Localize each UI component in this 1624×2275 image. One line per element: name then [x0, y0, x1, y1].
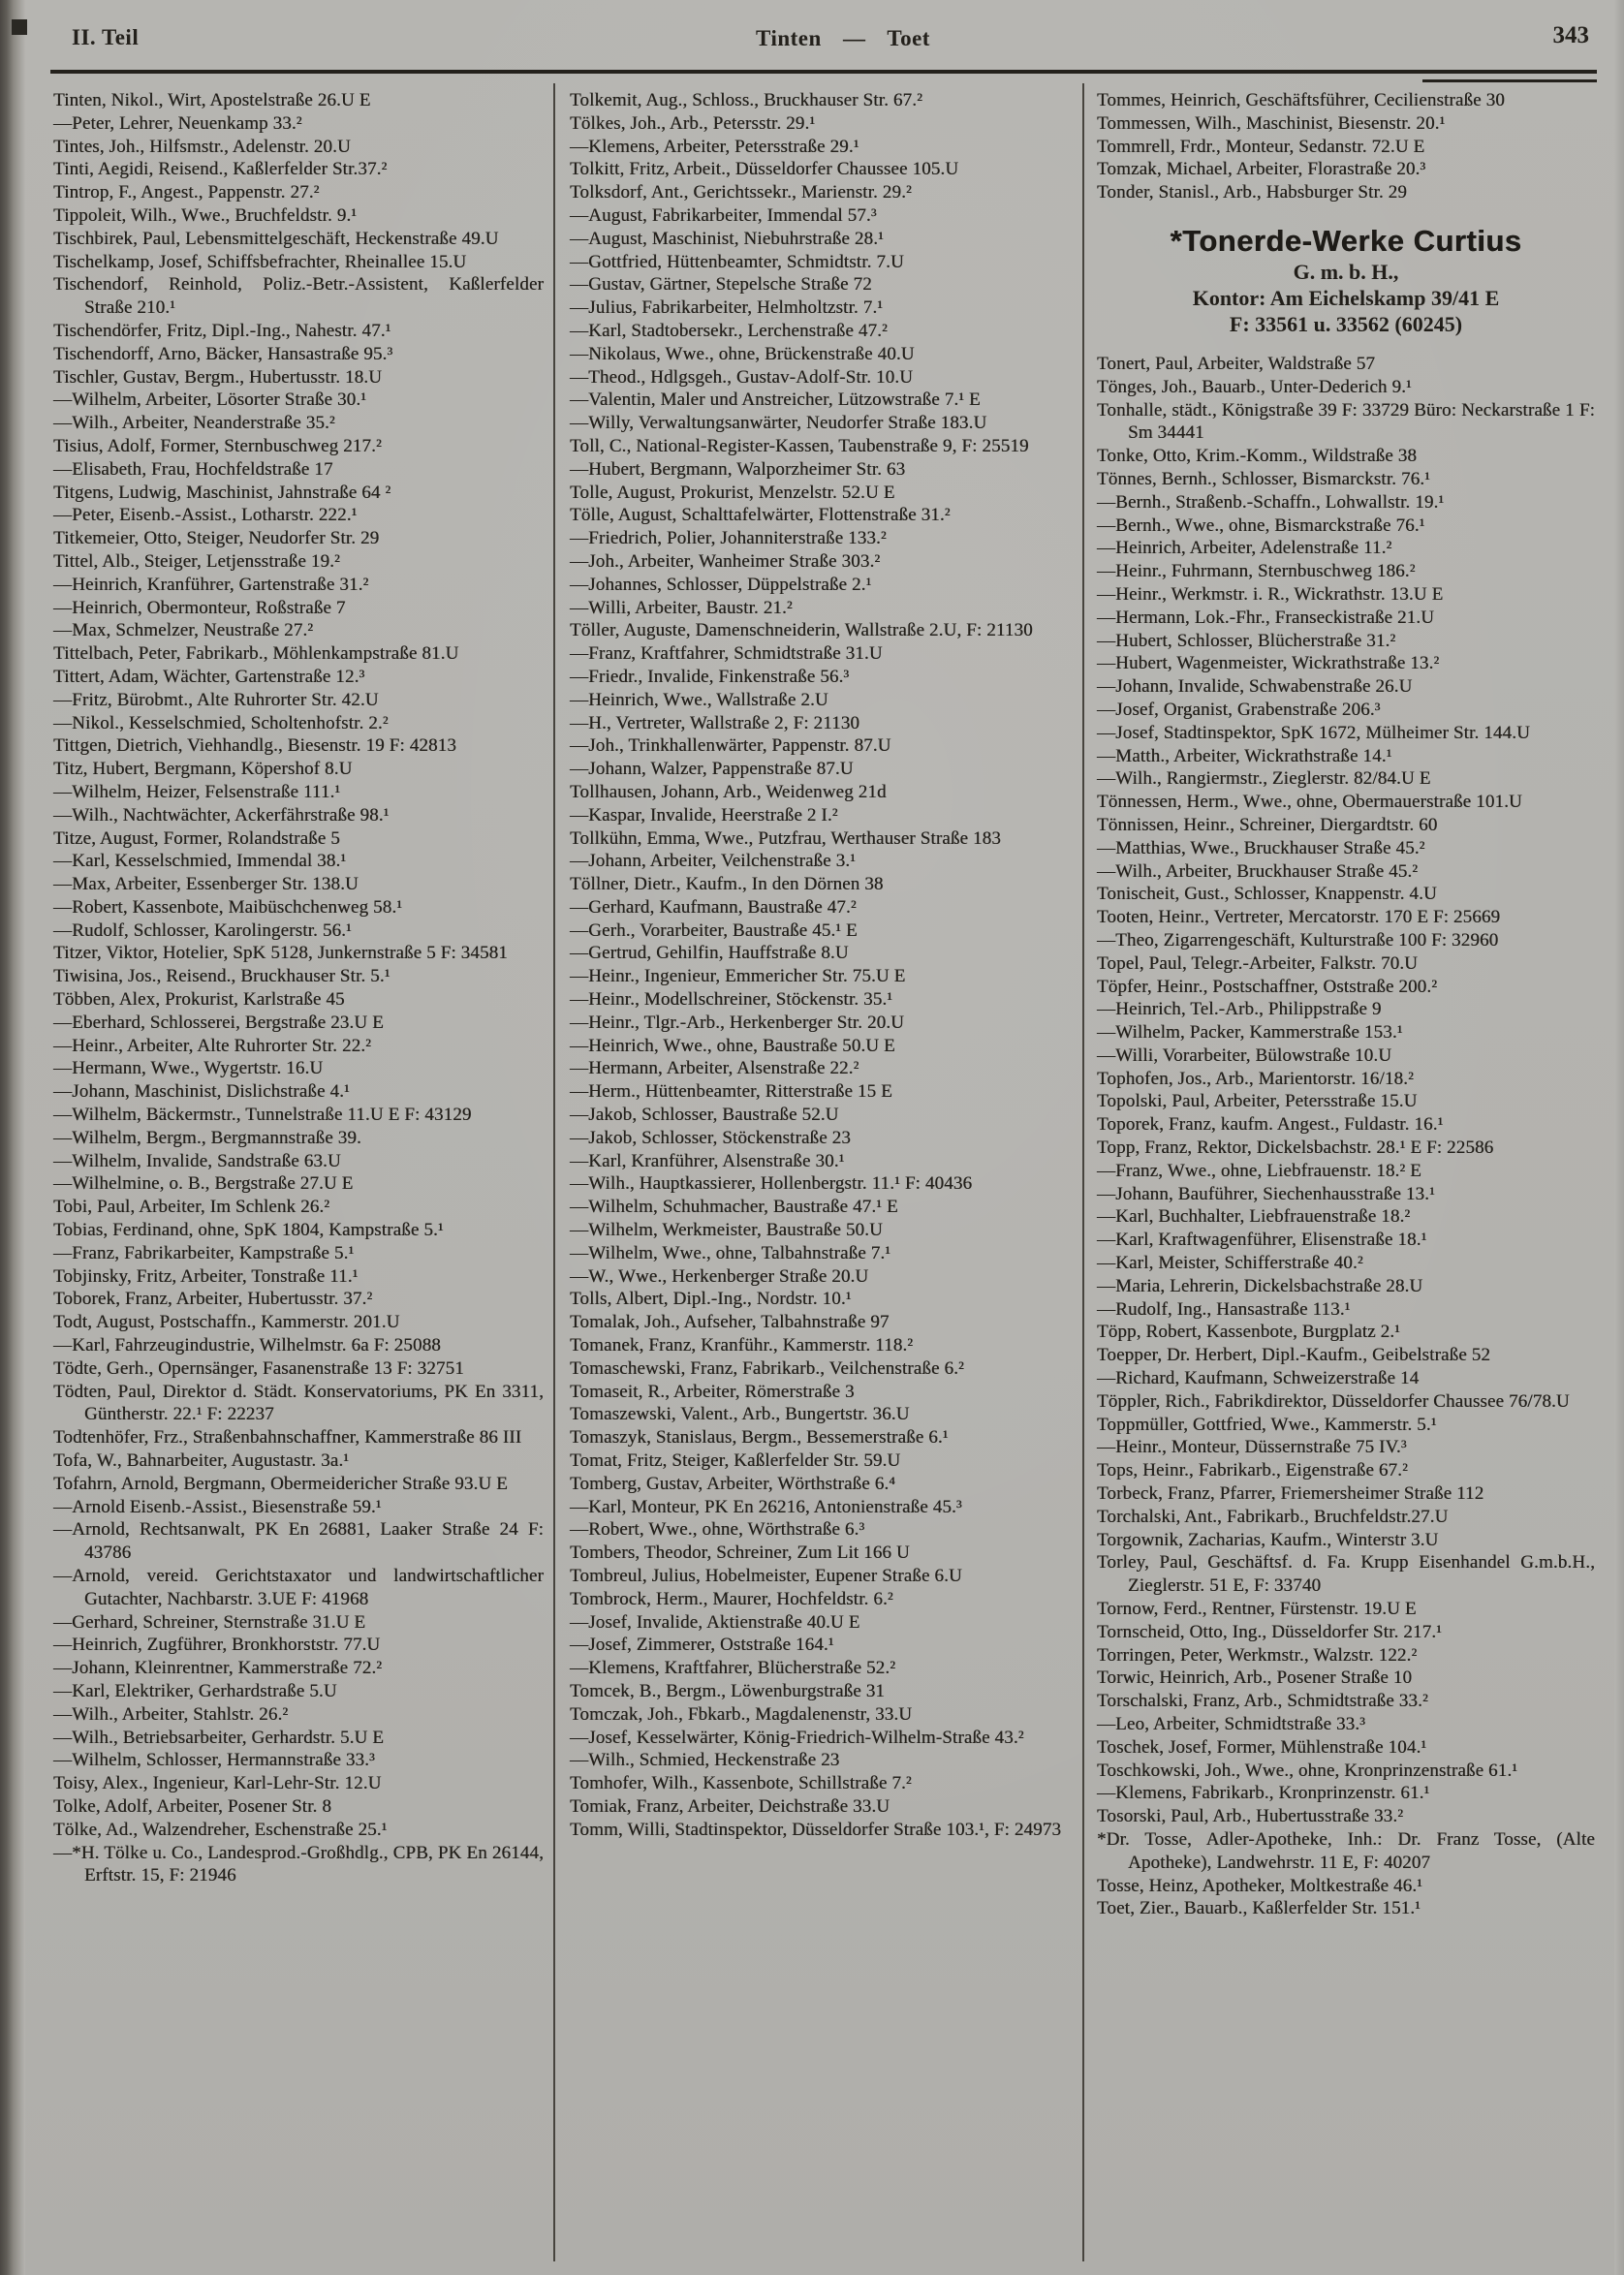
directory-entry: —Friedr., Invalide, Finkenstraße 56.³	[570, 666, 850, 687]
directory-entry: —Karl, Kraftwagenführer, Elisenstraße 18.¹	[1097, 1230, 1427, 1251]
directory-entry: Tödten, Paul, Direktor d. Städt. Konservatoriums, PK En 3311, Güntherstr. 22.¹ F: 22237	[53, 1381, 544, 1425]
directory-entry: Torwic, Heinrich, Arb., Posener Straße 10	[1097, 1667, 1413, 1689]
directory-entry: Tobias, Ferdinand, ohne, SpK 1804, Kampstraße 5.¹	[53, 1220, 444, 1241]
directory-entry: —Johann, Walzer, Pappenstraße 87.U	[570, 759, 854, 780]
directory-entry: Tombers, Theodor, Schreiner, Zum Lit 166 U	[570, 1543, 910, 1564]
directory-entry: Tinti, Aegidi, Reisend., Kaßlerfelder Str.37.²	[53, 159, 388, 180]
directory-entry: —Wilh., Betriebsarbeiter, Gerhardstr. 5.U E	[53, 1727, 385, 1748]
directory-entry: Toborek, Franz, Arbeiter, Hubertusstr. 37.²	[53, 1289, 373, 1310]
directory-entry: Tintrop, F., Angest., Pappenstr. 27.²	[53, 182, 320, 203]
directory-entry: —Wilh., Schmied, Heckenstraße 23	[570, 1750, 840, 1771]
directory-entry: Tofahrn, Arnold, Bergmann, Obermeidericher Straße 93.U E	[53, 1473, 508, 1494]
directory-entry: Töllner, Dietr., Kaufm., In den Dörnen 38	[570, 874, 884, 895]
directory-entry: Tophofen, Jos., Arb., Marientorstr. 16/18.²	[1097, 1068, 1414, 1089]
directory-entry: Toppmüller, Gottfried, Wwe., Kammerstr. 5.¹	[1097, 1414, 1437, 1435]
directory-entry: Toepper, Dr. Herbert, Dipl.-Kaufm., Geibelstraße 52	[1097, 1345, 1491, 1366]
directory-entry: —Matthias, Wwe., Bruckhauser Straße 45.²	[1097, 837, 1425, 858]
directory-entry: —Valentin, Maler und Anstreicher, Lützowstraße 7.¹ E	[570, 390, 981, 411]
directory-entry: —Josef, Stadtinspektor, SpK 1672, Mülheimer Str. 144.U	[1097, 722, 1530, 743]
directory-entry: —Heinr., Tlgr.-Arb., Herkenberger Str. 20.U	[570, 1012, 905, 1033]
directory-entry: Tobi, Paul, Arbeiter, Im Schlenk 26.²	[53, 1197, 330, 1218]
directory-entry: —Rudolf, Schlosser, Karolingerstr. 56.¹	[53, 919, 352, 941]
directory-entry: —August, Fabrikarbeiter, Immendal 57.³	[570, 204, 877, 226]
directory-entry: —Franz, Wwe., ohne, Liebfrauenstr. 18.² E	[1097, 1160, 1421, 1181]
directory-entry: —Klemens, Kraftfahrer, Blücherstraße 52.²	[570, 1658, 896, 1679]
directory-entry: —August, Maschinist, Niebuhrstraße 28.¹	[570, 228, 884, 249]
directory-entry: —Heinrich, Wwe., Wallstraße 2.U	[570, 689, 828, 710]
directory-entry: Tonke, Otto, Krim.-Komm., Wildstraße 38	[1097, 446, 1418, 467]
directory-entry: Tomberg, Gustav, Arbeiter, Wörthstraße 6.⁴	[570, 1473, 896, 1494]
directory-entry: —Robert, Wwe., ohne, Wörthstraße 6.³	[570, 1519, 865, 1541]
directory-entry: —Gerhard, Schreiner, Sternstraße 31.U E	[53, 1611, 366, 1633]
directory-entry: —Nikolaus, Wwe., ohne, Brückenstraße 40.U	[570, 343, 915, 364]
directory-entry: —Jakob, Schlosser, Stöckenstraße 23	[570, 1127, 851, 1148]
directory-entry: Tinten, Nikol., Wirt, Apostelstraße 26.U E	[53, 90, 371, 110]
directory-entry: Toisy, Alex., Ingenieur, Karl-Lehr-Str. 12.U	[53, 1773, 382, 1794]
directory-entry: Töpp, Robert, Kassenbote, Burgplatz 2.¹	[1097, 1322, 1401, 1343]
directory-entry: —Franz, Fabrikarbeiter, Kampstraße 5.¹	[53, 1242, 355, 1263]
directory-entry: —Willy, Verwaltungsanwärter, Neudorfer Straße 183.U	[570, 413, 987, 434]
directory-entry: —Josef, Organist, Grabenstraße 206.³	[1097, 699, 1381, 720]
directory-entry: —H., Vertreter, Wallstraße 2, F: 21130	[570, 712, 860, 733]
header-entry-range: Tinten — Toet	[756, 26, 930, 50]
directory-entry: —Nikol., Kesselschmied, Scholtenhofstr. 2.²	[53, 712, 389, 733]
header-rule-right-segment	[1422, 79, 1597, 82]
directory-entry: —Herm., Hüttenbeamter, Ritterstraße 15 E	[570, 1081, 892, 1103]
directory-entry: —Heinr., Modellschreiner, Stöckenstr. 35.¹	[570, 989, 893, 1011]
directory-entry: Tommrell, Frdr., Monteur, Sedanstr. 72.U E	[1097, 136, 1425, 157]
directory-entry: Torchalski, Ant., Fabrikarb., Bruchfeldstr.27.U	[1097, 1506, 1449, 1527]
directory-entry: —Heinr., Arbeiter, Alte Ruhrorter Str. 22.²	[53, 1035, 372, 1056]
directory-entry: —Theod., Hdlgsgeh., Gustav-Adolf-Str. 10.U	[570, 366, 914, 388]
directory-entry: Tönnessen, Herm., Wwe., ohne, Obermauerstraße 101.U	[1097, 792, 1522, 813]
directory-entry: —Arnold, vereid. Gerichtstaxator und landwirtschaftlicher Gutachter, Nachbarstr. 3.UE F: 41968	[53, 1566, 544, 1609]
directory-entry: —Hubert, Bergmann, Walporzheimer Str. 63	[570, 458, 906, 480]
directory-entry: Tolle, August, Prokurist, Menzelstr. 52.U E	[570, 482, 895, 503]
directory-entry: Tosse, Heinz, Apotheker, Moltkestraße 46.¹	[1097, 1875, 1422, 1896]
directory-entry: Tommessen, Wilh., Maschinist, Biesenstr. 20.¹	[1097, 112, 1446, 134]
directory-entry: Tölke, Ad., Walzendreher, Eschenstraße 25.¹	[53, 1819, 388, 1840]
directory-entry: Tischendorf, Reinhold, Poliz.-Betr.-Assistent, Kaßlerfelder Straße 210.¹	[53, 274, 544, 319]
directory-entry: —Wilh., Arbeiter, Stahlstr. 26.²	[53, 1703, 289, 1725]
directory-entry: Topp, Franz, Rektor, Dickelsbachstr. 28.¹ E F: 22586	[1097, 1138, 1494, 1159]
directory-entry: Tosorski, Paul, Arb., Hubertusstraße 33.²	[1097, 1806, 1404, 1827]
directory-entry: —Johann, Invalide, Schwabenstraße 26.U	[1097, 676, 1413, 698]
directory-entry: Torley, Paul, Geschäftsf. d. Fa. Krupp Eisenhandel G.m.b.H., Zieglerstr. 51 E, F: 33740	[1097, 1552, 1595, 1597]
directory-entry: Tomanek, Franz, Kranführ., Kammerstr. 118.²	[570, 1335, 914, 1356]
directory-entry: —Heinrich, Zugführer, Bronkhorststr. 77.U	[53, 1635, 381, 1656]
directory-entry: —Josef, Zimmerer, Oststraße 164.¹	[570, 1635, 834, 1656]
directory-entry: —Wilh., Hauptkassierer, Hollenbergstr. 11.¹ F: 40436	[570, 1173, 973, 1195]
directory-entry: Titgens, Ludwig, Maschinist, Jahnstraße 64 ²	[53, 482, 391, 503]
directory-column-2	[570, 89, 1062, 2275]
directory-entry: —Max, Schmelzer, Neustraße 27.²	[53, 620, 314, 641]
directory-entry: —Gottfried, Hüttenbeamter, Schmidtstr. 7.U	[570, 251, 904, 272]
directory-entry: —Kaspar, Invalide, Heerstraße 2 I.²	[570, 804, 838, 826]
directory-entry: —Bernh., Wwe., ohne, Bismarckstraße 76.¹	[1097, 514, 1425, 536]
directory-entry: —Johann, Arbeiter, Veilchenstraße 3.¹	[570, 851, 857, 872]
directory-entry: Tolkemit, Aug., Schloss., Bruckhauser Str. 67.²	[570, 90, 922, 110]
directory-entry: Tödte, Gerh., Opernsänger, Fasanenstraße 13 F: 32751	[53, 1357, 464, 1379]
directory-entry: Tolls, Albert, Dipl.-Ing., Nordstr. 10.¹	[570, 1289, 852, 1310]
directory-entry: Tomczak, Joh., Fbkarb., Magdalenenstr, 33.U	[570, 1703, 913, 1725]
directory-entry: —Wilhelm, Wwe., ohne, Talbahnstraße 7.¹	[570, 1242, 891, 1263]
directory-entry: Tittert, Adam, Wächter, Gartenstraße 12.³	[53, 666, 365, 687]
directory-entry: —Hermann, Lok.-Fhr., Franseckistraße 21.U	[1097, 607, 1435, 628]
directory-entry: —Karl, Buchhalter, Liebfrauenstraße 18.²	[1097, 1206, 1411, 1228]
directory-entry: —Heinrich, Kranführer, Gartenstraße 31.²	[53, 574, 369, 595]
directory-entry: —Johann, Bauführer, Siechenhausstraße 13.¹	[1097, 1183, 1435, 1204]
directory-entry: Tiwisina, Jos., Reisend., Bruckhauser Str. 5.¹	[53, 966, 390, 987]
header-rule	[50, 70, 1597, 74]
directory-entry: Tobjinsky, Fritz, Arbeiter, Tonstraße 11.¹	[53, 1265, 359, 1287]
directory-entry: —Franz, Kraftfahrer, Schmidtstraße 31.U	[570, 643, 883, 665]
directory-entry: Töller, Auguste, Damenschneiderin, Wallstraße 2.U, F: 21130	[570, 620, 1033, 641]
directory-entry: —Johann, Kleinrentner, Kammerstraße 72.²	[53, 1658, 383, 1679]
directory-entry: Tippoleit, Wilh., Wwe., Bruchfeldstr. 9.¹	[53, 204, 358, 226]
directory-entry: Tölkes, Joh., Arb., Petersstr. 29.¹	[570, 112, 816, 134]
directory-entry: —Klemens, Arbeiter, Petersstraße 29.¹	[570, 136, 859, 157]
directory-entry: —Hubert, Schlosser, Blücherstraße 31.²	[1097, 630, 1396, 651]
directory-entry: Tonischeit, Gust., Schlosser, Knappenstr. 4.U	[1097, 884, 1437, 905]
directory-entry: Tittelbach, Peter, Fabrikarb., Möhlenkampstraße 81.U	[53, 643, 459, 665]
directory-entry: —Rudolf, Ing., Hansastraße 113.¹	[1097, 1298, 1351, 1320]
directory-entry: Titkemeier, Otto, Steiger, Neudorfer Str. 29	[53, 528, 380, 549]
directory-entry: —Karl, Kesselschmied, Immendal 38.¹	[53, 851, 347, 872]
column-separator-1	[553, 83, 555, 2261]
directory-entry: —Wilhelmine, o. B., Bergstraße 27.U E	[53, 1173, 354, 1195]
header-part-label: II. Teil	[72, 25, 140, 49]
directory-entry: —Heinr., Werkmstr. i. R., Wickrathstr. 13.U E	[1097, 583, 1444, 605]
directory-entry: —Heinrich, Arbeiter, Adelenstraße 11.²	[1097, 538, 1392, 559]
ad-title: *Tonerde-Werke Curtius	[1170, 223, 1522, 258]
directory-entry: *Dr. Tosse, Adler-Apotheke, Inh.: Dr. Franz Tosse, (Alte Apotheke), Landwehrstr. 11 E, F: 40207	[1097, 1828, 1595, 1873]
directory-entry: —Theo, Zigarrengeschäft, Kulturstraße 100 F: 32960	[1097, 929, 1499, 951]
directory-entry: Toll, C., National-Register-Kassen, Taubenstraße 9, F: 25519	[570, 435, 1029, 456]
directory-entry: —Karl, Stadtobersekr., Lerchenstraße 47.²	[570, 320, 888, 341]
directory-column-1	[53, 89, 544, 2275]
directory-entry: Tops, Heinr., Fabrikarb., Eigenstraße 67.²	[1097, 1460, 1408, 1481]
directory-entry: —Willi, Vorarbeiter, Bülowstraße 10.U	[1097, 1044, 1392, 1066]
directory-entry: —Karl, Kranführer, Alsenstraße 30.¹	[570, 1150, 845, 1171]
ad-gmbh-line: G. m. b. H.,	[1293, 259, 1399, 284]
directory-entry: Todt, August, Postschaffn., Kammerstr. 201.U	[53, 1312, 400, 1333]
directory-entry: —Arnold, Rechtsanwalt, PK En 26881, Laaker Straße 24 F: 43786	[53, 1519, 544, 1564]
directory-entry: —Wilh., Nachtwächter, Ackerfährstraße 98.¹	[53, 804, 390, 826]
directory-entry: —Robert, Kassenbote, Maibüschchenweg 58.¹	[53, 896, 403, 918]
directory-entry: —Peter, Lehrer, Neuenkamp 33.²	[53, 112, 302, 134]
directory-entry: Tomzak, Michael, Arbeiter, Florastraße 20.³	[1097, 159, 1426, 180]
directory-entry: —Hermann, Wwe., Wygertstr. 16.U	[53, 1058, 324, 1079]
directory-entry: —Wilhelm, Bergm., Bergmannstraße 39.	[53, 1127, 361, 1148]
directory-entry: —Joh., Trinkhallenwärter, Pappenstr. 87.U	[570, 735, 891, 757]
directory-entry: —Gertrud, Gehilfin, Hauffstraße 8.U	[570, 943, 849, 964]
directory-entry: Tomalak, Joh., Aufseher, Talbahnstraße 97	[570, 1312, 890, 1333]
directory-entry: —Karl, Elektriker, Gerhardstraße 5.U	[53, 1680, 337, 1701]
directory-entry: Toporek, Franz, kaufm. Angest., Fuldastr. 16.¹	[1097, 1114, 1444, 1136]
directory-entry: —Wilh., Rangiermstr., Zieglerstr. 82/84.U E	[1097, 768, 1431, 790]
directory-entry: —Hermann, Arbeiter, Alsenstraße 22.²	[570, 1058, 859, 1079]
directory-entry: —Leo, Arbeiter, Schmidtstraße 33.³	[1097, 1714, 1366, 1734]
directory-entry: Torgownik, Zacharias, Kaufm., Winterstr 3.U	[1097, 1529, 1439, 1550]
directory-entry: Torbeck, Franz, Pfarrer, Friemersheimer Straße 112	[1097, 1483, 1484, 1505]
directory-entry: Tombrock, Herm., Maurer, Hochfeldstr. 6.²	[570, 1588, 893, 1609]
directory-entry: —Jakob, Schlosser, Baustraße 52.U	[570, 1105, 839, 1126]
directory-entry: Tomat, Fritz, Steiger, Kaßlerfelder Str. 59.U	[570, 1450, 901, 1472]
directory-entry: Torringen, Peter, Werkmstr., Walzstr. 122.²	[1097, 1644, 1418, 1666]
directory-entry: —Elisabeth, Frau, Hochfeldstraße 17	[53, 458, 333, 480]
directory-entry: Tornscheid, Otto, Ing., Düsseldorfer Str. 217.¹	[1097, 1621, 1443, 1642]
directory-entry: —Wilhelm, Arbeiter, Lösorter Straße 30.¹	[53, 390, 367, 411]
directory-entry: —Wilhelm, Schlosser, Hermannstraße 33.³	[53, 1750, 375, 1771]
directory-entry: —Heinrich, Tel.-Arb., Philippstraße 9	[1097, 999, 1382, 1020]
directory-entry: Toet, Zier., Bauarb., Kaßlerfelder Str. 151.¹	[1097, 1898, 1421, 1919]
directory-entry: —Wilhelm, Schuhmacher, Baustraße 47.¹ E	[570, 1197, 898, 1218]
page-right-edge	[1614, 0, 1624, 2275]
directory-entry: Topel, Paul, Telegr.-Arbeiter, Falkstr. 70.U	[1097, 952, 1419, 974]
directory-entry: Tönnes, Bernh., Schlosser, Bismarckstr. 76.¹	[1097, 468, 1430, 489]
directory-entry: Töppler, Rich., Fabrikdirektor, Düsseldorfer Chaussee 76/78.U	[1097, 1390, 1570, 1412]
directory-entry: —Gerhard, Kaufmann, Baustraße 47.²	[570, 896, 857, 918]
directory-entry: Tombreul, Julius, Hobelmeister, Eupener Straße 6.U	[570, 1566, 962, 1586]
directory-entry: —Karl, Monteur, PK En 26216, Antonienstraße 45.³	[570, 1496, 962, 1517]
directory-entry: Tofa, W., Bahnarbeiter, Augustastr. 3a.¹	[53, 1450, 350, 1472]
directory-entry: —Max, Arbeiter, Essenberger Str. 138.U	[53, 874, 359, 895]
directory-entry: Titze, August, Former, Rolandstraße 5	[53, 827, 340, 849]
directory-entry: —Maria, Lehrerin, Dickelsbachstraße 28.U	[1097, 1275, 1423, 1296]
directory-entry: Tölle, August, Schalttafelwärter, Flottenstraße 31.²	[570, 505, 951, 526]
directory-entry: —Richard, Kaufmann, Schweizerstraße 14	[1097, 1368, 1420, 1389]
directory-entry: —Heinr., Ingenieur, Emmericher Str. 75.U E	[570, 966, 906, 987]
book-binding-shadow	[0, 0, 25, 2275]
directory-entry: —Fritz, Bürobmt., Alte Ruhrorter Str. 42.U	[53, 689, 379, 710]
directory-entry: Topolski, Paul, Arbeiter, Petersstraße 15.U	[1097, 1091, 1418, 1112]
directory-entry: Tittel, Alb., Steiger, Letjensstraße 19.²	[53, 550, 340, 572]
directory-entry: Tonert, Paul, Arbeiter, Waldstraße 57	[1097, 353, 1376, 374]
directory-entry: Tollkühn, Emma, Wwe., Putzfrau, Werthauser Straße 183	[570, 827, 1001, 849]
directory-entry: Tittgen, Dietrich, Viehhandlg., Biesenstr. 19 F: 42813	[53, 735, 456, 757]
ad-phone-line: F: 33561 u. 33562 (60245)	[1229, 311, 1463, 336]
directory-entry: Tomaszyk, Stanislaus, Bergm., Bessemerstraße 6.¹	[570, 1427, 949, 1449]
directory-entry: Tommes, Heinrich, Geschäftsführer, Cecilienstraße 30	[1097, 90, 1505, 110]
directory-entry: —Gustav, Gärtner, Stepelsche Straße 72	[570, 274, 872, 296]
directory-entry: Tönnissen, Heinr., Schreiner, Diergardtstr. 60	[1097, 814, 1438, 835]
directory-entry: Tischendörfer, Fritz, Dipl.-Ing., Nahestr. 47.¹	[53, 320, 391, 341]
directory-entry: Tolksdorf, Ant., Gerichtssekr., Marienstr. 29.²	[570, 182, 912, 203]
directory-entry: —Heinrich, Obermonteur, Roßstraße 7	[53, 597, 346, 618]
directory-entry: —Willi, Arbeiter, Baustr. 21.²	[570, 597, 793, 618]
directory-entry: —Wilhelm, Invalide, Sandstraße 63.U	[53, 1150, 341, 1171]
directory-entry: Tonhalle, städt., Königstraße 39 F: 33729 Büro: Neckarstraße 1 F: Sm 34441	[1097, 399, 1595, 444]
directory-entry: Toschkowski, Joh., Wwe., ohne, Kronprinzenstraße 61.¹	[1097, 1760, 1518, 1781]
directory-entry: Toschek, Josef, Former, Mühlenstraße 104.¹	[1097, 1736, 1427, 1758]
directory-entry: —W., Wwe., Herkenberger Straße 20.U	[570, 1265, 869, 1287]
directory-entry: —Peter, Eisenb.-Assist., Lotharstr. 222.¹	[53, 505, 358, 526]
directory-entry: —Heinr., Monteur, Düssernstraße 75 IV.³	[1097, 1437, 1407, 1458]
directory-entry: Tomhofer, Wilh., Kassenbote, Schillstraße 7.²	[570, 1773, 912, 1794]
header-page-number: 343	[1552, 22, 1589, 48]
directory-entry: Tomm, Willi, Stadtinspektor, Düsseldorfer Straße 103.¹, F: 24973	[570, 1819, 1062, 1840]
directory-entry: Tintes, Joh., Hilfsmstr., Adelenstr. 20.U	[53, 136, 351, 157]
directory-entry: —Wilhelm, Heizer, Felsenstraße 111.¹	[53, 781, 341, 802]
directory-entry: —Johannes, Schlosser, Düppelstraße 2.¹	[570, 574, 872, 595]
directory-entry: Tomaseit, R., Arbeiter, Römerstraße 3	[570, 1381, 855, 1402]
directory-entry: —Matth., Arbeiter, Wickrathstraße 14.¹	[1097, 745, 1392, 766]
directory-entry: Torschalski, Franz, Arb., Schmidtstraße 33.²	[1097, 1691, 1428, 1712]
directory-entry: Tornow, Ferd., Rentner, Fürstenstr. 19.U E	[1097, 1599, 1417, 1620]
scan-corner-mark	[12, 19, 27, 35]
directory-entry: —Wilhelm, Bäckermstr., Tunnelstraße 11.U E F: 43129	[53, 1105, 472, 1126]
directory-column-3	[1097, 89, 1595, 2275]
directory-entry: —Karl, Meister, Schifferstraße 40.²	[1097, 1253, 1363, 1274]
directory-entry: Tomiak, Franz, Arbeiter, Deichstraße 33.U	[570, 1795, 890, 1817]
directory-entry: Tomaschewski, Franz, Fabrikarb., Veilchenstraße 6.²	[570, 1357, 964, 1379]
directory-entry: —Gerh., Vorarbeiter, Baustraße 45.¹ E	[570, 919, 858, 941]
directory-entry: Többen, Alex, Prokurist, Karlstraße 45	[53, 989, 345, 1011]
directory-entry: —Klemens, Fabrikarb., Kronprinzenstr. 61.¹	[1097, 1783, 1430, 1804]
directory-entry: —Hubert, Wagenmeister, Wickrathstraße 13.²	[1097, 653, 1440, 674]
directory-entry: —*H. Tölke u. Co., Landesprod.-Großhdlg., CPB, PK En 26144, Erftstr. 15, F: 21946	[53, 1842, 544, 1886]
directory-entry: —Josef, Invalide, Aktienstraße 40.U E	[570, 1611, 860, 1633]
directory-entry: Tooten, Heinr., Vertreter, Mercatorstr. 170 E F: 25669	[1097, 907, 1501, 928]
directory-entry: —Heinr., Fuhrmann, Sternbuschweg 186.²	[1097, 561, 1416, 582]
directory-entry: —Arnold Eisenb.-Assist., Biesenstraße 59.¹	[53, 1496, 382, 1517]
tonerde-werke-curtius-ad	[1097, 224, 1595, 337]
directory-entry: Tollhausen, Johann, Arb., Weidenweg 21d	[570, 781, 887, 802]
directory-entry: Tischler, Gustav, Bergm., Hubertusstr. 18.U	[53, 366, 383, 388]
directory-entry: Tischendorff, Arno, Bäcker, Hansastraße 95.³	[53, 343, 393, 364]
directory-entry: —Wilh., Arbeiter, Neanderstraße 35.²	[53, 413, 335, 434]
directory-entry: —Friedrich, Polier, Johanniterstraße 133.²	[570, 528, 887, 549]
directory-entry: —Eberhard, Schlosserei, Bergstraße 23.U E	[53, 1012, 384, 1033]
directory-entry: Tolke, Adolf, Arbeiter, Posener Str. 8	[53, 1795, 331, 1817]
directory-entry: —Josef, Kesselwärter, König-Friedrich-Wilhelm-Straße 43.²	[570, 1727, 1024, 1748]
directory-entry: Tönges, Joh., Bauarb., Unter-Dederich 9.¹	[1097, 376, 1412, 397]
directory-entry: Tomcek, B., Bergm., Löwenburgstraße 31	[570, 1680, 886, 1701]
directory-entry: —Karl, Fahrzeugindustrie, Wilhelmstr. 6a F: 25088	[53, 1335, 441, 1356]
directory-entry: Tolkitt, Fritz, Arbeit., Düsseldorfer Chaussee 105.U	[570, 159, 959, 180]
directory-entry: —Johann, Maschinist, Dislichstraße 4.¹	[53, 1081, 350, 1103]
directory-entry: Titz, Hubert, Bergmann, Köpershof 8.U	[53, 759, 353, 780]
directory-entry: —Bernh., Straßenb.-Schaffn., Lohwallstr. 19.¹	[1097, 491, 1445, 513]
directory-entry: Tischbirek, Paul, Lebensmittelgeschäft, Heckenstraße 49.U	[53, 228, 499, 249]
directory-entry: —Julius, Fabrikarbeiter, Helmholtzstr. 7.¹	[570, 297, 884, 319]
directory-entry: Tomaszewski, Valent., Arb., Bungertstr. 36.U	[570, 1404, 910, 1425]
directory-entry: —Wilhelm, Werkmeister, Baustraße 50.U	[570, 1220, 883, 1241]
directory-entry: Tisius, Adolf, Former, Sternbuschweg 217.²	[53, 435, 382, 456]
directory-entry: Tonder, Stanisl., Arb., Habsburger Str. 29	[1097, 182, 1407, 203]
directory-entry: —Wilhelm, Packer, Kammerstraße 153.¹	[1097, 1022, 1403, 1044]
ad-kontor-line: Kontor: Am Eichelskamp 39/41 E	[1192, 285, 1500, 310]
directory-entry: —Joh., Arbeiter, Wanheimer Straße 303.²	[570, 550, 881, 572]
directory-entry: Töpfer, Heinr., Postschaffner, Oststraße 200.²	[1097, 976, 1438, 997]
directory-entry: Todtenhöfer, Frz., Straßenbahnschaffner, Kammerstraße 86 III	[53, 1427, 522, 1449]
column-separator-2	[1082, 83, 1084, 2261]
directory-entry: Titzer, Viktor, Hotelier, SpK 5128, Junkernstraße 5 F: 34581	[53, 943, 508, 964]
directory-entry: —Heinrich, Wwe., ohne, Baustraße 50.U E	[570, 1035, 895, 1056]
directory-entry: —Wilh., Arbeiter, Bruckhauser Straße 45.²	[1097, 860, 1419, 882]
directory-entry: Tischelkamp, Josef, Schiffsbefrachter, Rheinallee 15.U	[53, 251, 467, 272]
